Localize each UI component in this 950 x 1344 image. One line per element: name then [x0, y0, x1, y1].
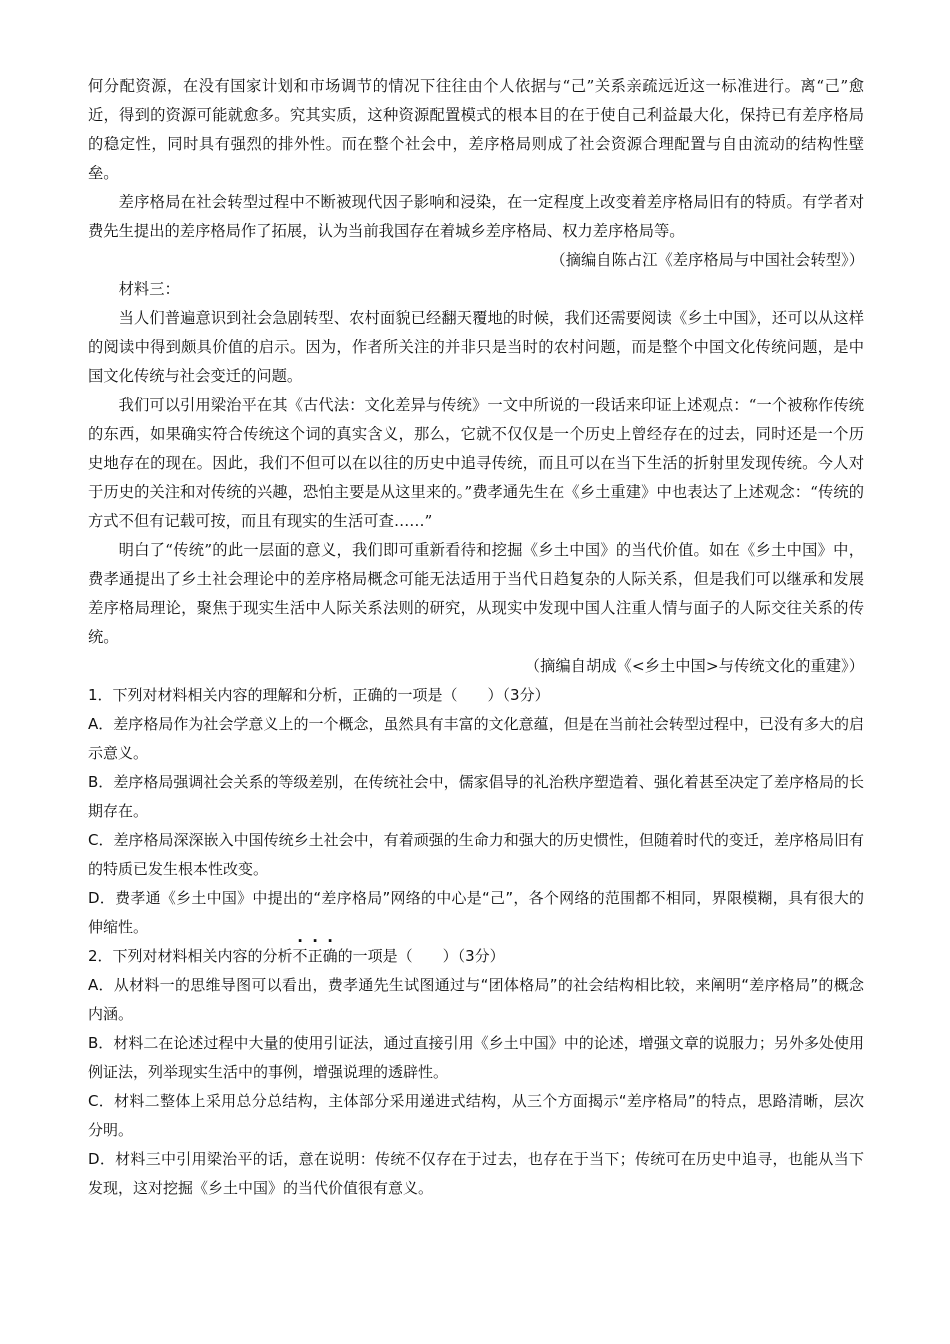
question-2-stem-suffix: 的一项是（ ）（3分） [337, 947, 505, 965]
question-2-stem-prefix: 2．下列对材料相关内容的分析 [88, 947, 293, 965]
question-2-option-b: B．材料二在论述过程中大量的使用引证法，通过直接引用《乡土中国》中的论述，增强文章的说服力；另外多处使用例证法，列举现实生活中的事例，增强说理的透辟性。 [88, 1034, 864, 1081]
question-1-option-c: C．差序格局深深嵌入中国传统乡土社会中，有着顽强的生命力和强大的历史惯性，但随着时代的变迁，差序格局旧有的特质已发生根本性改变。 [88, 831, 864, 878]
material-three-source: （摘编自胡成《<乡土中国>与传统文化的重建》） [524, 657, 864, 675]
material-three-paragraph: 我们可以引用梁治平在其《古代法：文化差异与传统》一文中所说的一段话来印证上述观点：“一个被称作传统的东西，如果确实符合传统这个词的真实含义，那么，它就不仅仅是一个历史上曾经存在的过去，同时还是一个历史地存在的现在。因此，我们不但可以在以往的历史中追寻传统，而且可以在当下生活的折射里发现传统。今人对于历史的关注和对传统的兴趣，恐怕主要是从这里来的。”费孝通先生在《乡土重建》中也表达了上述观念：“传统的方式不但有记载可按，而且有现实的生活可查……” [88, 396, 864, 530]
emphasis-char: 不 [292, 947, 308, 965]
question-2-stem [88, 942, 864, 971]
emphasis-char: 确 [322, 947, 338, 965]
material-three-heading: 材料三： [118, 280, 180, 298]
material-three-paragraph: 明白了“传统”的此一层面的意义，我们即可重新看待和挖掘《乡土中国》的当代价值。如在《乡土中国》中，费孝通提出了乡土社会理论中的差序格局概念可能无法适用于当代日趋复杂的人际关系，但是我们可以继承和发展差序格局理论，聚焦于现实生活中人际关系法则的研究，从现实中发现中国人注重人情与面子的人际交往关系的传统。 [88, 541, 864, 646]
exam-page [88, 72, 864, 1203]
material-two-paragraph: 何分配资源，在没有国家计划和市场调节的情况下往往由个人依据与“己”关系亲疏远近这一标准进行。离“己”愈近，得到的资源可能就愈多。究其实质，这种资源配置模式的根本目的在于使自己利益最大化，保持已有差序格局的稳定性，同时具有强烈的排外性。而在整个社会中，差序格局则成了社会资源合理配置与自由流动的结构性壁垒。 [88, 77, 864, 182]
question-1-stem: 1．下列对材料相关内容的理解和分析，正确的一项是（ ）（3分） [88, 686, 550, 704]
question-1-option-d: D．费孝通《乡土中国》中提出的“差序格局”网络的中心是“己”，各个网络的范围都不相同，界限模糊，具有很大的伸缩性。 [88, 889, 864, 936]
question-1-option-b: B．差序格局强调社会关系的等级差别，在传统社会中，儒家倡导的礼治秩序塑造着、强化着甚至决定了差序格局的长期存在。 [88, 773, 864, 820]
material-two-source: （摘编自陈占江《差序格局与中国社会转型》） [550, 251, 864, 269]
question-2-option-d: D．材料三中引用梁治平的话，意在说明：传统不仅存在于过去，也存在于当下；传统可在历史中追寻，也能从当下发现，这对挖掘《乡土中国》的当代价值很有意义。 [88, 1150, 864, 1197]
question-1-option-a: A．差序格局作为社会学意义上的一个概念，虽然具有丰富的文化意蕴，但是在当前社会转型过程中，已没有多大的启示意义。 [88, 715, 864, 762]
material-two-paragraph: 差序格局在社会转型过程中不断被现代因子影响和浸染，在一定程度上改变着差序格局旧有的特质。有学者对费先生提出的差序格局作了拓展，认为当前我国存在着城乡差序格局、权力差序格局等。 [88, 193, 864, 240]
material-three-paragraph: 当人们普遍意识到社会急剧转型、农村面貌已经翻天覆地的时候，我们还需要阅读《乡土中国》，还可以从这样的阅读中得到颇具价值的启示。因为，作者所关注的并非只是当时的农村问题，而是整个中国文化传统问题，是中国文化传统与社会变迁的问题。 [88, 309, 864, 385]
emphasis-char: 正 [307, 947, 323, 965]
question-2-option-c: C．材料二整体上采用总分总结构，主体部分采用递进式结构，从三个方面揭示“差序格局”的特点，思路清晰，层次分明。 [88, 1092, 864, 1139]
question-2-option-a: A．从材料一的思维导图可以看出，费孝通先生试图通过与“团体格局”的社会结构相比较，来阐明“差序格局”的概念内涵。 [88, 976, 864, 1023]
